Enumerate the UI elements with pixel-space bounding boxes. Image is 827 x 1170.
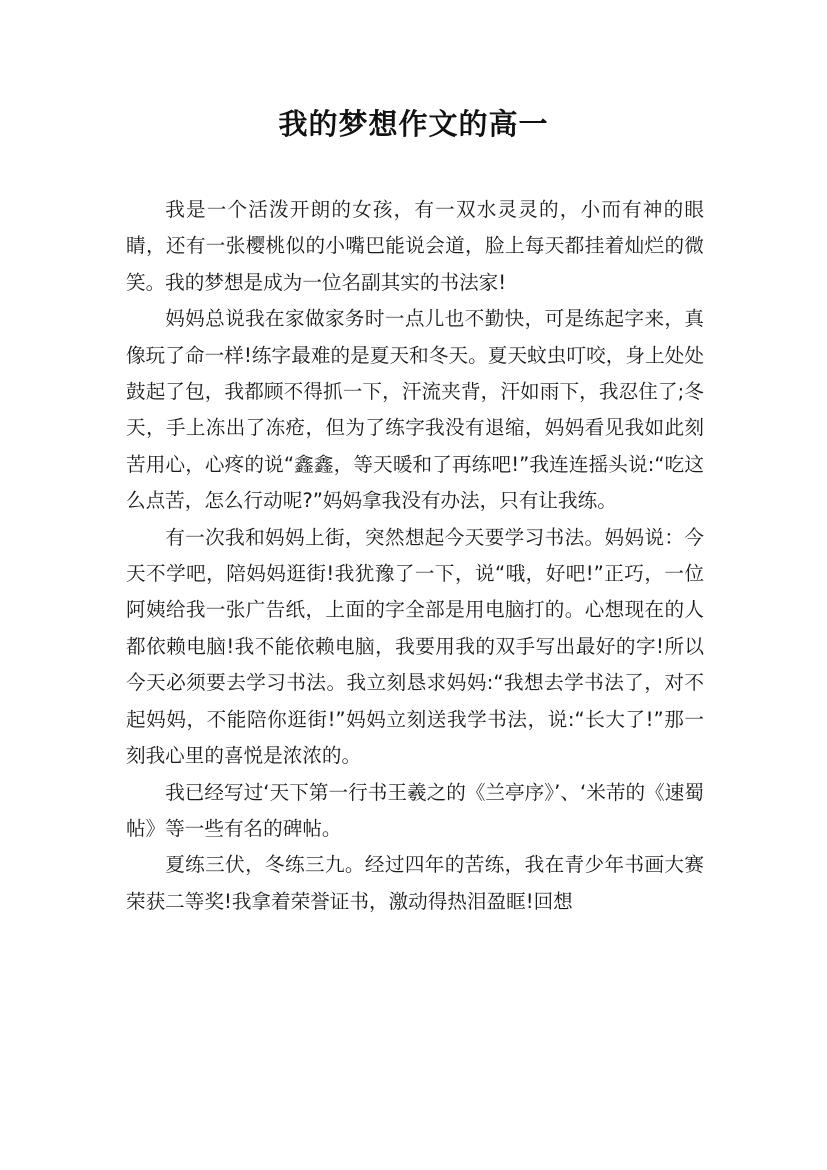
document-title: 我的梦想作文的高一 [278,107,549,141]
paragraph: 妈妈总说我在家做家务时一点儿也不勤快，可是练起字来，真像玩了命一样!练字最难的是夏天和冬天。夏天蚊虫叮咬，身上处处鼓起了包，我都顾不得抓一下，汗流夹背，汗如雨下，我忍住了;冬天，手上冻出了冻疮，但为了练字我没有退缩，妈妈看见我如此刻苦用心，心疼的说“鑫鑫，等天暖和了再练吧!”我连连摇头说:“吃这么点苦，怎么行动呢?”妈妈拿我没有办法，只有让我练。 [126,307,704,513]
paragraph: 我是一个活泼开朗的女孩，有一双水灵灵的，小而有神的眼睛，还有一张樱桃似的小嘴巴能说会道，脸上每天都挂着灿烂的微笑。我的梦想是成为一位名副其实的书法家! [126,198,704,294]
paragraph: 夏练三伏，冬练三九。经过四年的苦练，我在青少年书画大赛荣获二等奖!我拿着荣誉证书，激动得热泪盈眶!回想 [126,853,704,913]
document-body [126,192,704,920]
paragraph: 有一次我和妈妈上街，突然想起今天要学习书法。妈妈说：今天不学吧，陪妈妈逛街!我犹豫了一下，说“哦，好吧!”正巧，一位阿姨给我一张广告纸，上面的字全部是用电脑打的。心想现在的人都依赖电脑!我不能依赖电脑，我要用我的双手写出最好的字!所以今天必须要去学习书法。我立刻恳求妈妈:“我想去学书法了，对不起妈妈，不能陪你逛街!”妈妈立刻送我学书法，说:“长大了!”那一刻我心里的喜悦是浓浓的。 [126,525,704,768]
paragraph: 我已经写过‘天下第一行书王羲之的《兰亭序》’、‘米芾的《速蜀帖》等一些有名的碑帖。 [126,780,704,840]
